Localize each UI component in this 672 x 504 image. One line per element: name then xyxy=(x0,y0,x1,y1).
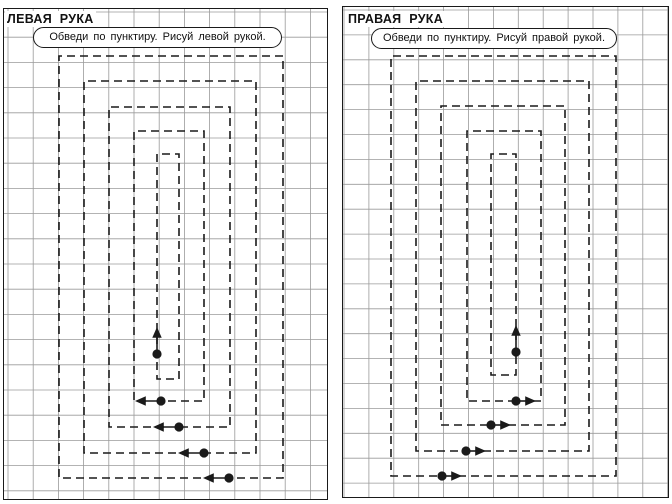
left-spiral-path-5 xyxy=(157,154,179,379)
right-spiral-path-4 xyxy=(467,131,541,401)
right-arrow-2 xyxy=(487,421,509,429)
right-spiral-path-2 xyxy=(416,81,589,451)
left-panel-title: ЛЕВАЯ РУКА xyxy=(7,12,94,26)
right-spiral-path-5 xyxy=(491,154,516,375)
left-arrow-up xyxy=(153,329,161,358)
right-arrow-up xyxy=(512,327,520,356)
right-arrow-4 xyxy=(438,472,460,480)
right-hand-panel xyxy=(342,6,669,498)
left-spiral-path-1 xyxy=(59,56,283,478)
left-arrow-4 xyxy=(205,474,233,482)
right-panel-title: ПРАВАЯ РУКА xyxy=(348,12,444,26)
right-spiral-path-1 xyxy=(391,56,616,476)
left-arrow-3 xyxy=(180,449,208,457)
left-hand-panel xyxy=(3,8,328,500)
left-instruction: Обведи по пунктиру. Рисуй левой рукой. xyxy=(33,27,282,48)
left-tracing-spiral[interactable] xyxy=(4,9,328,500)
left-arrow-1 xyxy=(137,397,165,405)
right-arrow-3 xyxy=(462,447,484,455)
left-arrow-2 xyxy=(155,423,183,431)
right-arrow-1 xyxy=(512,397,534,405)
right-tracing-spiral[interactable] xyxy=(343,7,669,498)
left-spiral-path-4 xyxy=(134,131,204,401)
right-instruction: Обведи по пунктиру. Рисуй правой рукой. xyxy=(371,28,617,49)
